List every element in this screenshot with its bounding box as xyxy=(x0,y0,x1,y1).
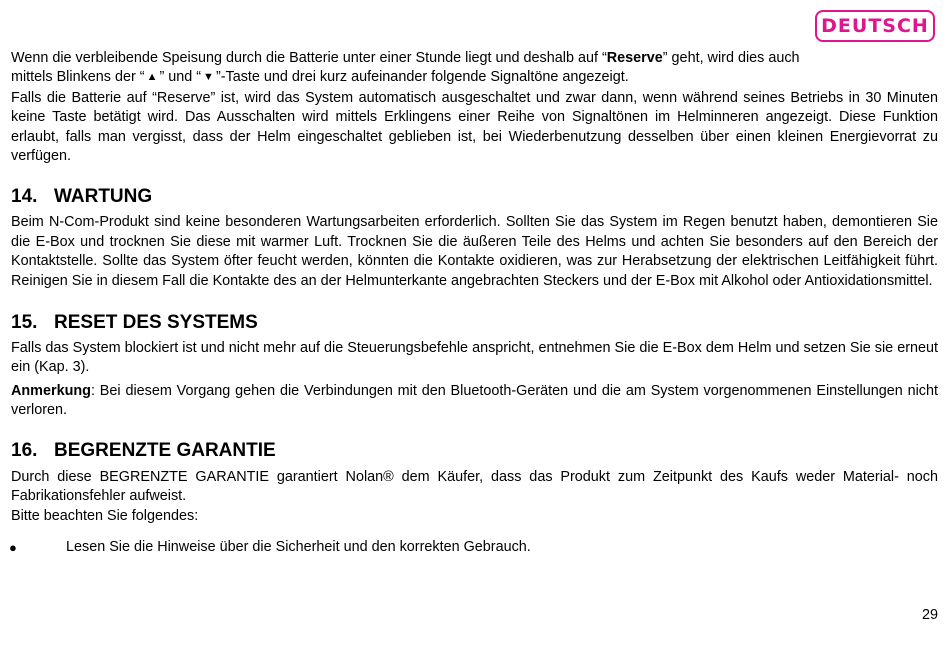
document-body xyxy=(11,49,938,557)
section-16-heading xyxy=(11,439,938,463)
section-number: 16. xyxy=(11,439,38,461)
intro-text: mittels Blinkens der “ xyxy=(11,69,145,86)
section-15-note xyxy=(11,382,938,421)
section-title: BEGRENZTE GARANTIE xyxy=(54,439,276,461)
intro-text: ” und “ xyxy=(159,69,202,86)
intro-text: Wenn die verbleibende Speisung durch die Batterie unter einer Stunde liegt und deshalb auf “ xyxy=(11,50,607,66)
intro-text: ” geht, wird dies auch xyxy=(662,50,800,66)
section-15-heading xyxy=(11,311,938,335)
section-15-body: Falls das System blockiert ist und nicht mehr auf die Steuerungsbefehle anspricht, entnehmen Sie die E-Box dem Helm und setzen Sie sie erneut ein (Kap. 3). xyxy=(11,340,938,376)
section-16-body-2: Bitte beachten Sie folgendes: xyxy=(11,507,199,524)
reserve-term: Reserve xyxy=(606,50,663,66)
section-number: 15. xyxy=(11,312,38,334)
intro-text: ”-Taste und drei kurz aufeinander folgende Signaltöne angezeigt. xyxy=(215,69,629,86)
intro-paragraph-1 xyxy=(11,49,938,89)
section-14-body: Beim N-Com-Produkt sind keine besonderen Wartungsarbeiten erforderlich. Sollten Sie das System im Regen benutzt haben, demontieren Sie die E-Box und trocknen Sie diese mit warmer Luft. Trocknen Sie die äußeren Teile des Helms und achten Sie besonders auf den Bereich der Kontaktstelle. Sollte das System öfter feucht werden, könnten die Kontakte oxidieren, was zur Herabsetzung der elektrischen Leitfähigkeit führt. Reinigen Sie in diesem Fall die Kontakte des an der Helmunterkante angebrachten Steckers und der E-Box mit Alkohol oder Antioxidationsmittel. xyxy=(11,214,938,289)
section-title: RESET DES SYSTEMS xyxy=(54,312,258,334)
page-number: 29 xyxy=(921,607,938,623)
up-arrow-icon: ▲ xyxy=(146,71,158,84)
language-badge: DEUTSCH xyxy=(815,10,935,42)
section-number: 14. xyxy=(11,186,38,208)
section-14-heading xyxy=(11,185,938,209)
section-16-body: Durch diese BEGRENZTE GARANTIE garantiert Nolan® dem Käufer, dass das Produkt zum Zeitpunkt des Kaufs weder Material- noch Fabrikationsfehler aufweist. xyxy=(11,468,938,505)
intro-paragraph-2: Falls die Batterie auf “Reserve” ist, wird das System automatisch ausgeschaltet und zwar dann, wenn während seines Betriebs in 30 Minuten keine Taste betätigt wird. Das Ausschalten wird mittels Erklingens einer Reihe von Signaltönen im Helminneren angezeigt. Diese Funktion erlaubt, falls man vergisst, dass der Helm eingeschaltet geblieben ist, bei Wiederbenutzung desselben über einen kleinen Energievorrat zu verfügen. xyxy=(11,89,938,165)
list-item xyxy=(5,538,938,557)
down-arrow-icon: ▼ xyxy=(203,71,214,84)
note-label: Anmerkung xyxy=(11,382,91,399)
list-item-text: Lesen Sie die Hinweise über die Sicherheit und den korrekten Gebrauch. xyxy=(66,538,531,555)
bullet-icon: ● xyxy=(9,539,17,555)
note-text: : Bei diesem Vorgang gehen die Verbindungen mit den Bluetooth-Geräten und die am System vorgenommenen Einstellungen nicht verloren. xyxy=(11,382,938,419)
section-title: WARTUNG xyxy=(54,186,153,208)
